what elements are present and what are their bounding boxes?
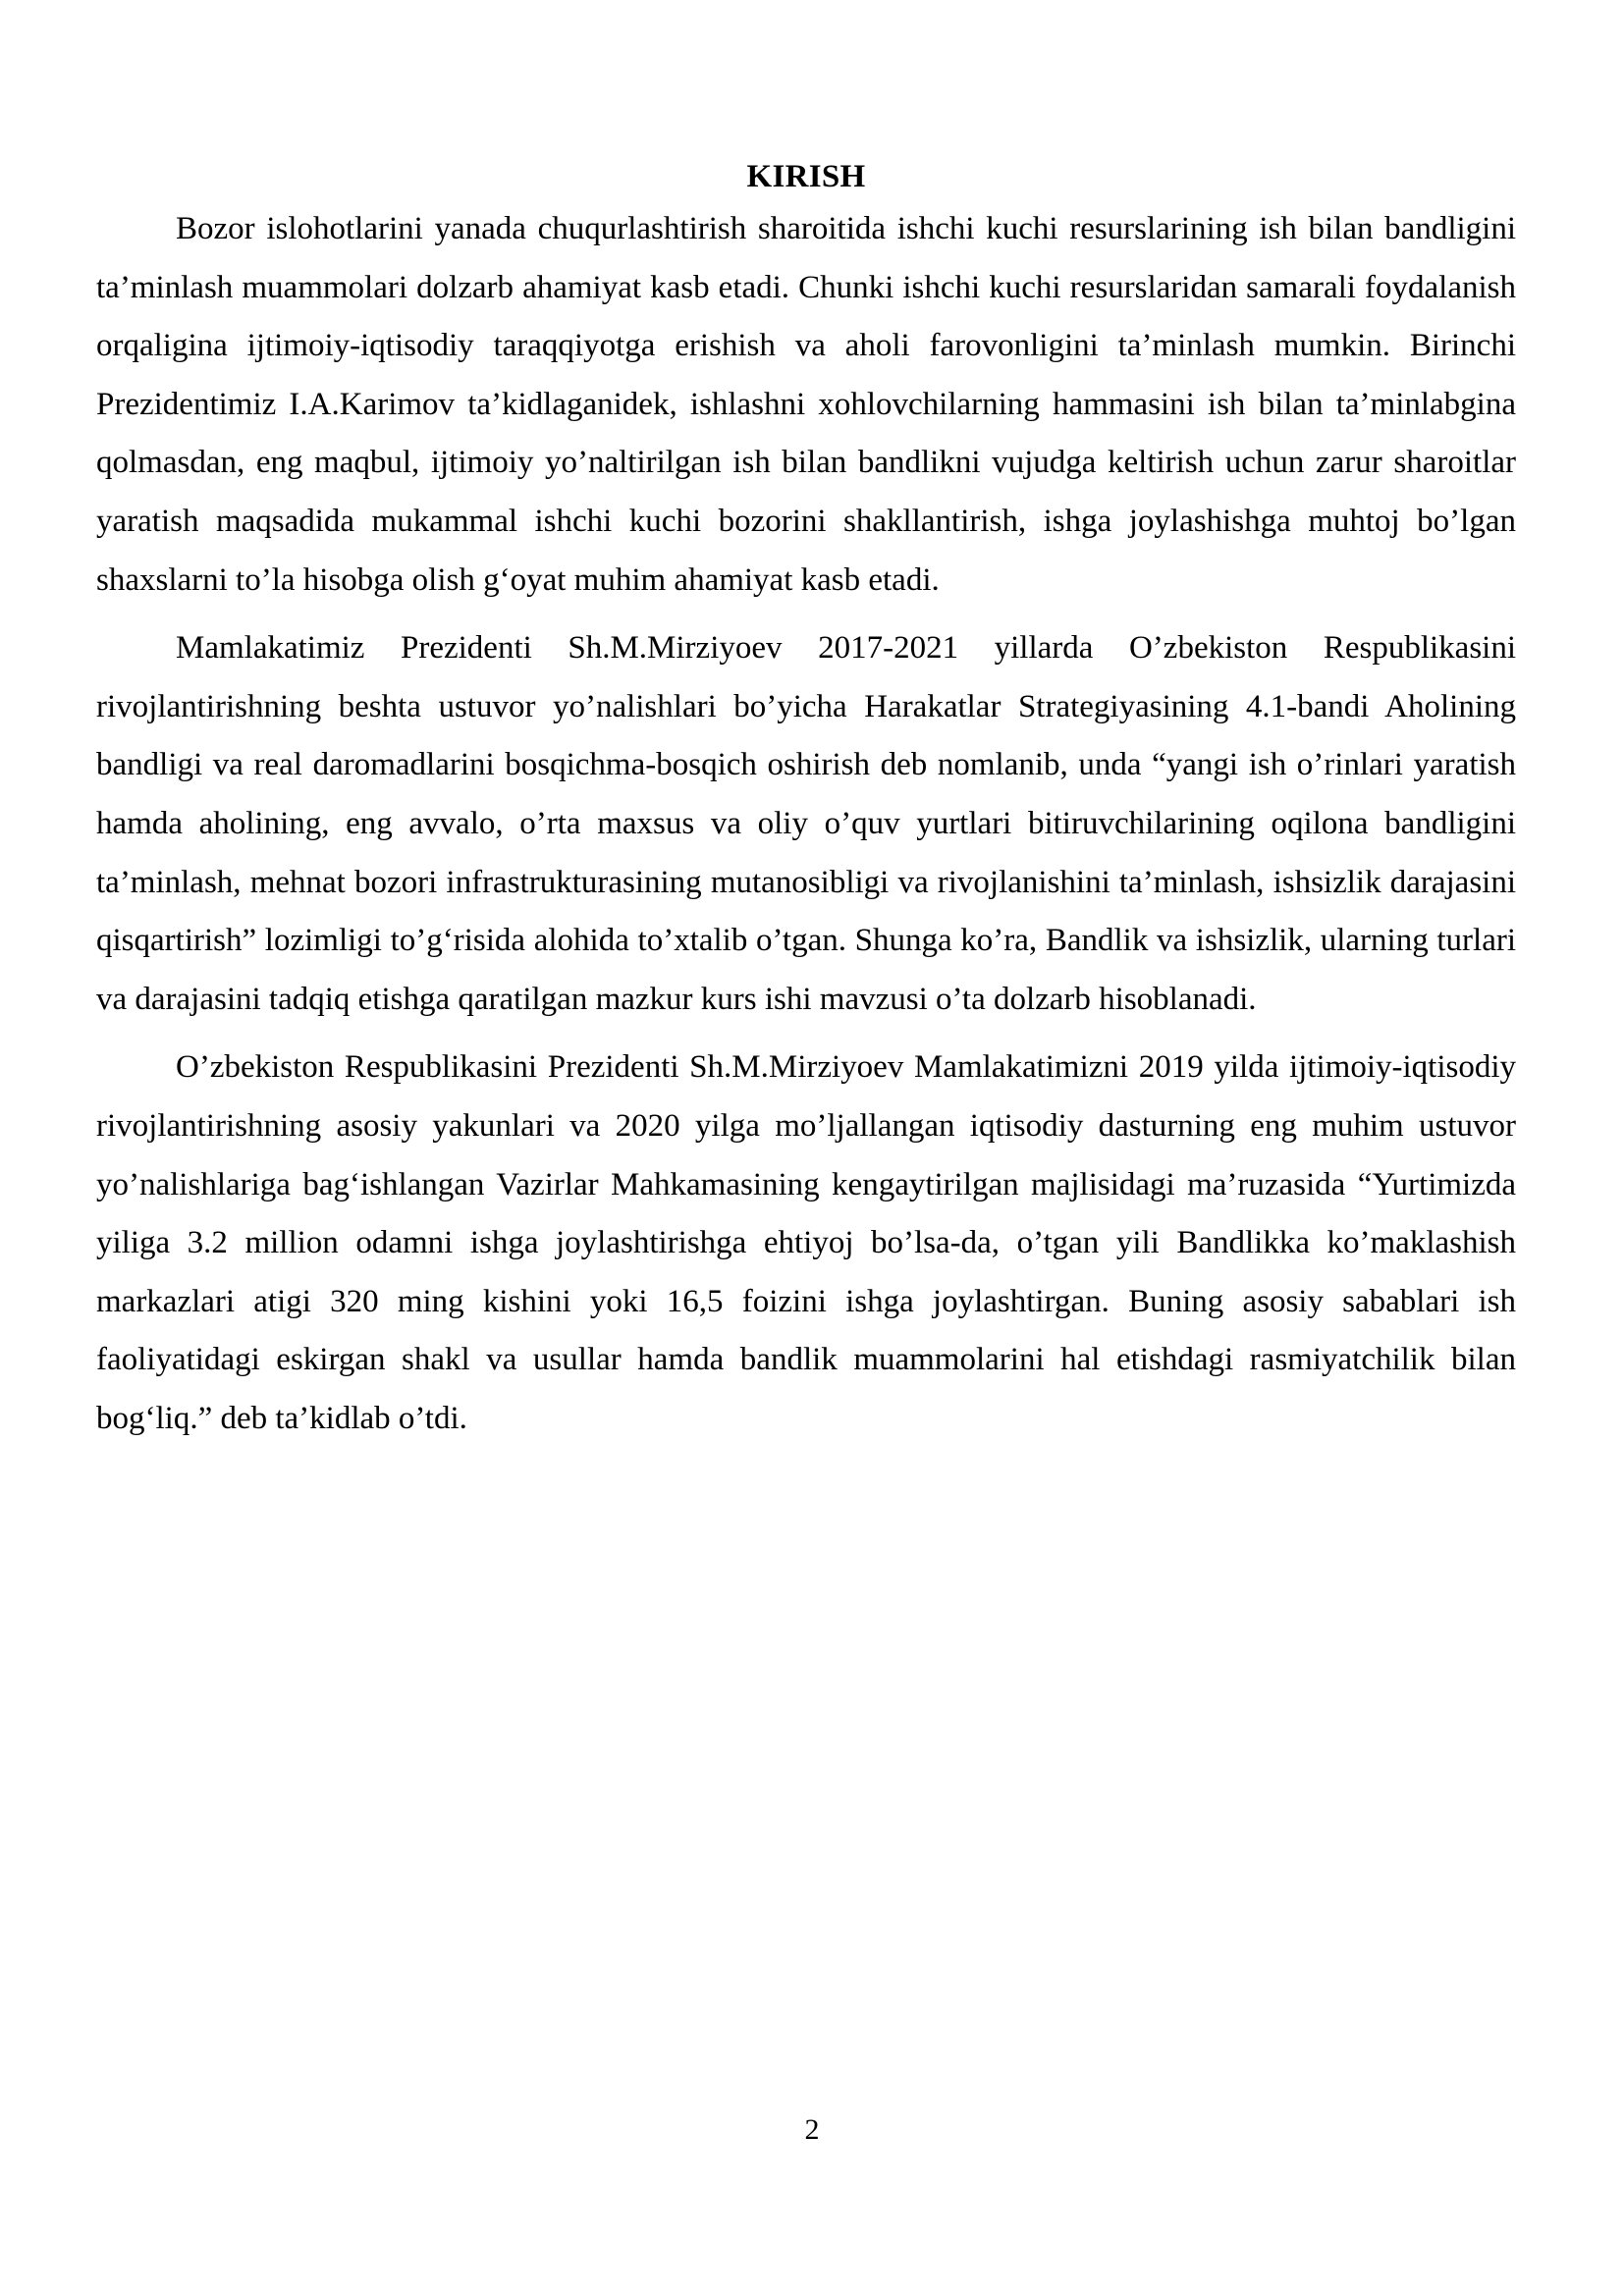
page-number: 2 [804, 2113, 820, 2146]
paragraph-3: O’zbekiston Respublikasini Prezidenti Sh.M.Mirziyoev Mamlakatimizni 2019 yilda ijtimoiy-iqtisodiy rivojlantirishning asosiy yakunlari va 2020 yilga mo’ljallangan iqtisodiy dasturning eng muhim ustuvor yo’nalishlariga bag‘ishlangan Vazirlar Mahkamasining kengaytirilgan majlisidagi ma’ruzasida “Yurtimizda yiliga 3.2 million odamni ishga joylashtirishga ehtiyoj bo’lsa-da, o’tgan yili Bandlikka ko’maklashish markazlari atigi 320 ming kishini yoki 16,5 foizini ishga joylashtirgan. Buning asosiy sabablari ish faoliyatidagi eskirgan shakl va usullar hamda bandlik muammolarini hal etishdagi rasmiyatchilik bilan bog‘liq.” deb ta’kidlab o’tdi. [96, 1049, 1516, 1436]
paragraph-1: Bozor islohotlarini yanada chuqurlashtirish sharoitida ishchi kuchi resurslarining ish bilan bandligini ta’minlash muammolari dolzarb ahamiyat kasb etadi. Chunki ishchi kuchi resurslaridan samarali foydalanish orqaligina ijtimoiy-iqtisodiy taraqqiyotga erishish va aholi farovonligini ta’minlash mumkin. Birinchi Prezidentimiz I.A.Karimov ta’kidlaganidek, ishlashni xohlovchilarning hammasini ish bilan ta’minlabgina qolmasdan, eng maqbul, ijtimoiy yo’naltirilgan ish bilan bandlikni vujudga keltirish uchun zarur sharoitlar yaratish maqsadida mukammal ishchi kuchi bozorini shakllantirish, ishga joylashishga muhtoj bo’lgan shaxslarni to’la hisobga olish g‘oyat muhim ahamiyat kasb etadi. [96, 211, 1516, 598]
document-body [96, 155, 1516, 1458]
section-heading: KIRISH [746, 159, 866, 194]
paragraph-2: Mamlakatimiz Prezidenti Sh.M.Mirziyoev 2017-2021 yillarda O’zbekiston Respublikasini rivojlantirishning beshta ustuvor yo’nalishlari bo’yicha Harakatlar Strategiyasining 4.1-bandi Aholining bandligi va real daromadlarini bosqichma-bosqich oshirish deb nomlanib, unda “yangi ish o’rinlari yaratish hamda aholining, eng avvalo, o’rta maxsus va oliy o’quv yurtlari bitiruvchilarining oqilona bandligini ta’minlash, mehnat bozori infrastrukturasining mutanosibligi va rivojlanishini ta’minlash, ishsizlik darajasini qisqartirish” lozimligi to’g‘risida alohida to’xtalib o’tgan. Shunga ko’ra, Bandlik va ishsizlik, ularning turlari va darajasini tadqiq etishga qaratilgan mazkur kurs ishi mavzusi o’ta dolzarb hisoblanadi. [96, 630, 1516, 1017]
